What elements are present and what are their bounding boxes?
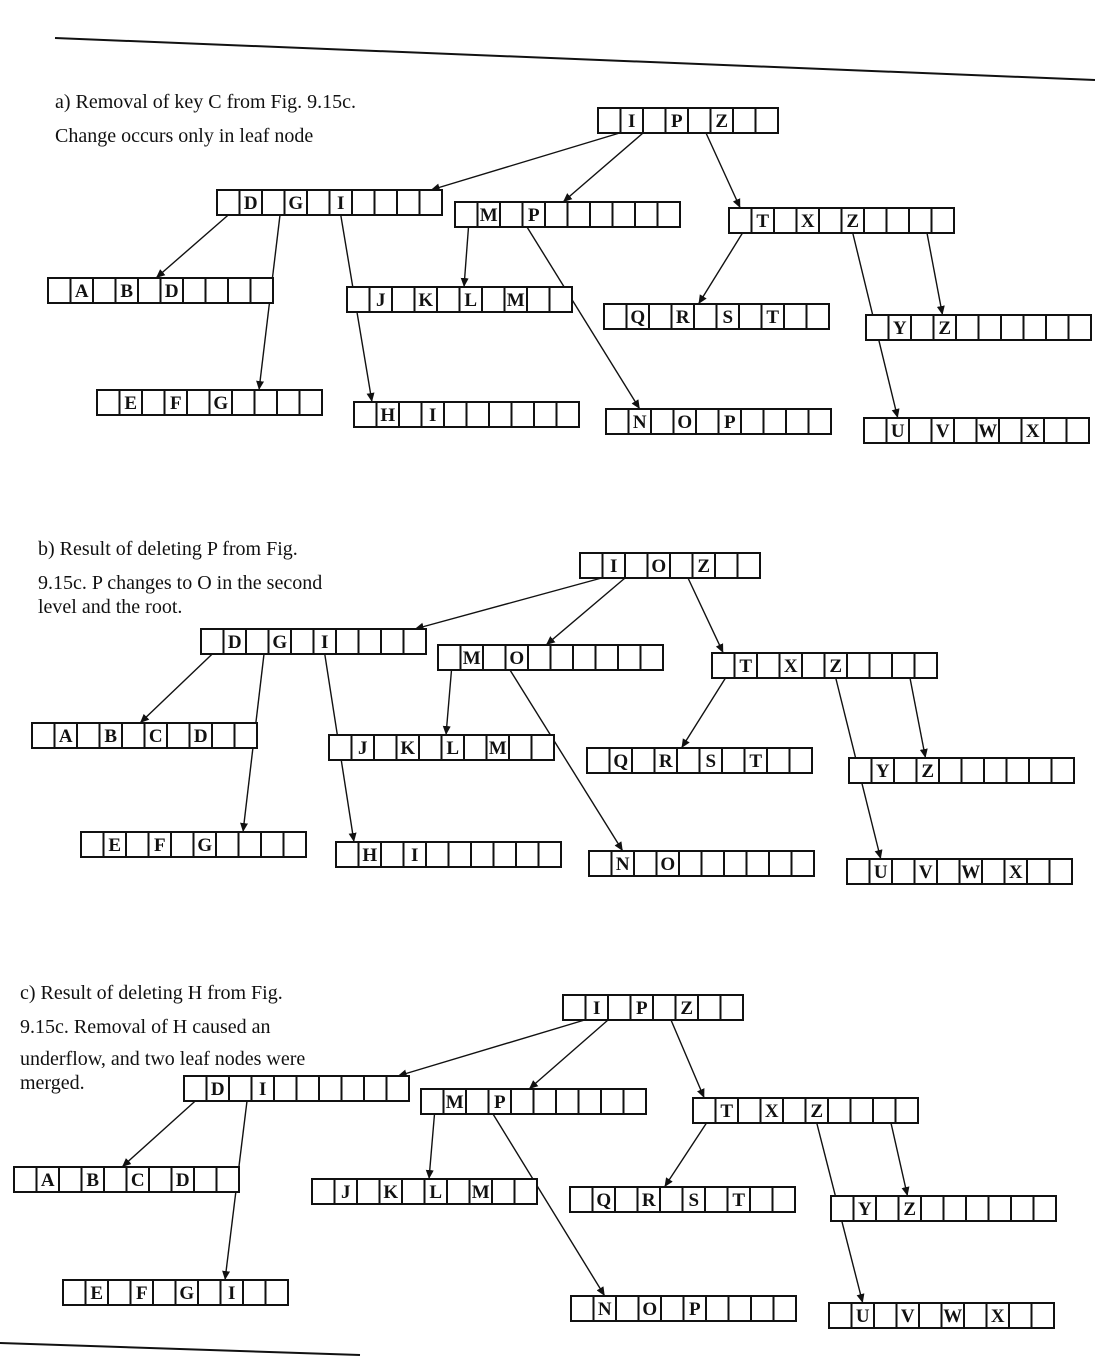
node-key: A (40, 1170, 55, 1191)
node-key: V (918, 862, 933, 883)
tree-node (421, 1089, 646, 1114)
node-key: P (723, 412, 736, 433)
node-key: R (641, 1190, 656, 1211)
node-key: O (642, 1299, 658, 1320)
node-key: C (130, 1170, 145, 1191)
node-key: T (766, 307, 780, 328)
child-pointer-arrow (706, 133, 740, 208)
node-key: Z (680, 998, 694, 1019)
tree-node (866, 315, 1091, 340)
tree-node (354, 402, 579, 427)
node-key: Q (596, 1190, 612, 1211)
tree-node (589, 851, 814, 876)
node-key: Z (846, 211, 860, 232)
top-rule (55, 38, 1095, 80)
node-key: A (58, 726, 73, 747)
tree-node (217, 190, 442, 215)
node-key: W (961, 862, 981, 883)
node-key: X (800, 211, 815, 232)
node-key: V (935, 421, 950, 442)
node-key: U (873, 862, 888, 883)
tree-node (329, 735, 554, 760)
node-key: G (272, 632, 288, 653)
tree-node (48, 278, 273, 303)
node-key: Z (810, 1101, 824, 1122)
node-key: X (990, 1306, 1005, 1327)
node-key: D (227, 632, 242, 653)
node-key: S (705, 751, 717, 772)
node-key: G (179, 1283, 195, 1304)
tree-node (312, 1179, 537, 1204)
tree-node (14, 1167, 239, 1192)
tree-node (693, 1098, 918, 1123)
node-key: S (722, 307, 734, 328)
child-pointer-arrow (464, 227, 469, 287)
tree-node (184, 1076, 409, 1101)
node-key: G (197, 835, 213, 856)
node-key: D (193, 726, 208, 747)
caption-line: c) Result of deleting H from Fig. (20, 982, 283, 1004)
node-key: J (376, 290, 386, 311)
node-key: D (210, 1079, 225, 1100)
child-pointer-arrow (431, 133, 620, 190)
node-key: Q (613, 751, 629, 772)
node-key: F (153, 835, 166, 856)
node-key: O (509, 648, 525, 669)
node-key: O (660, 854, 676, 875)
node-key: L (446, 738, 460, 759)
node-key: M (479, 205, 498, 226)
node-key: I (610, 556, 618, 577)
caption-line: merged. (20, 1072, 85, 1094)
node-key: F (135, 1283, 148, 1304)
node-key: I (411, 845, 419, 866)
caption-line: Change occurs only in leaf node (55, 125, 314, 147)
node-key: P (635, 998, 648, 1019)
node-key: T (756, 211, 770, 232)
node-key: K (418, 290, 434, 311)
node-key: P (527, 205, 540, 226)
tree-node (598, 108, 778, 133)
node-key: O (677, 412, 693, 433)
tree-node (347, 287, 572, 312)
node-key: Y (875, 761, 890, 782)
node-key: Z (697, 556, 711, 577)
node-key: Z (903, 1199, 917, 1220)
node-key: Z (938, 318, 952, 339)
nodes-layer (14, 108, 1091, 1328)
child-pointer-arrow (156, 215, 228, 278)
node-key: T (720, 1101, 734, 1122)
node-key: R (675, 307, 690, 328)
child-pointer-arrow (429, 1114, 435, 1179)
tree-node (606, 409, 831, 434)
tree-node (570, 1187, 795, 1212)
bottom-rule (0, 1343, 360, 1355)
node-key: Z (829, 656, 843, 677)
node-key: M (471, 1182, 490, 1203)
caption-line: underflow, and two leaf nodes were (20, 1048, 306, 1070)
tree-node (81, 832, 306, 857)
tree-node (604, 304, 829, 329)
node-key: I (259, 1079, 267, 1100)
node-key: S (688, 1190, 700, 1211)
node-key: M (445, 1092, 464, 1113)
node-key: G (213, 393, 229, 414)
node-key: M (506, 290, 525, 311)
node-key: U (890, 421, 905, 442)
node-key: T (739, 656, 753, 677)
node-key: D (243, 193, 258, 214)
node-key: P (670, 111, 683, 132)
child-pointer-arrow (910, 678, 926, 758)
node-key: N (632, 412, 647, 433)
tree-node (712, 653, 937, 678)
captions-layer (20, 91, 356, 1094)
child-pointer-arrow (665, 1123, 707, 1187)
caption-line: 9.15c. Removal of H caused an (20, 1016, 271, 1038)
tree-node (847, 859, 1072, 884)
node-key: F (169, 393, 182, 414)
node-key: E (90, 1283, 104, 1304)
node-key: R (658, 751, 673, 772)
tree-node (97, 390, 322, 415)
tree-node (32, 723, 257, 748)
child-pointer-arrow (927, 233, 943, 315)
node-key: T (732, 1190, 746, 1211)
node-key: B (86, 1170, 100, 1191)
node-key: L (429, 1182, 443, 1203)
tree-node (438, 645, 663, 670)
node-key: D (175, 1170, 190, 1191)
node-key: O (651, 556, 667, 577)
node-key: I (228, 1283, 236, 1304)
tree-node (849, 758, 1074, 783)
node-key: B (120, 281, 134, 302)
node-key: Y (857, 1199, 872, 1220)
node-key: L (464, 290, 478, 311)
tree-node (563, 995, 743, 1020)
node-key: H (362, 845, 378, 866)
node-key: I (628, 111, 636, 132)
node-key: D (164, 281, 179, 302)
node-key: J (358, 738, 368, 759)
node-key: I (321, 632, 329, 653)
child-pointer-arrow (671, 1020, 704, 1098)
node-key: B (104, 726, 118, 747)
node-key: U (855, 1306, 870, 1327)
node-key: X (1008, 862, 1023, 883)
child-pointer-arrow (546, 578, 625, 645)
node-key: P (688, 1299, 701, 1320)
node-key: J (341, 1182, 351, 1203)
child-pointer-arrow (563, 133, 643, 202)
node-key: M (462, 648, 481, 669)
caption-line: level and the root. (38, 596, 183, 618)
child-pointer-arrow (140, 654, 212, 723)
tree-node (580, 553, 760, 578)
child-pointer-arrow (398, 1020, 585, 1076)
node-key: H (380, 405, 396, 426)
tree-node (336, 842, 561, 867)
node-key: K (383, 1182, 399, 1203)
node-key: P (493, 1092, 506, 1113)
tree-node (201, 629, 426, 654)
node-key: E (124, 393, 138, 414)
node-key: Z (715, 111, 729, 132)
node-key: E (108, 835, 122, 856)
tree-node (587, 748, 812, 773)
tree-node (864, 418, 1089, 443)
child-pointer-arrow (122, 1101, 195, 1167)
node-key: I (593, 998, 601, 1019)
tree-node (571, 1296, 796, 1321)
child-pointer-arrow (891, 1123, 908, 1196)
caption-line: a) Removal of key C from Fig. 9.15c. (55, 91, 357, 113)
child-pointer-arrow (529, 1020, 608, 1089)
node-key: W (943, 1306, 963, 1327)
child-pointer-arrow (682, 678, 726, 748)
tree-node (455, 202, 680, 227)
tree-node (829, 1303, 1054, 1328)
node-key: N (597, 1299, 612, 1320)
caption-line: 9.15c. P changes to O in the second (38, 572, 323, 594)
tree-node (831, 1196, 1056, 1221)
node-key: X (764, 1101, 779, 1122)
tree-node (729, 208, 954, 233)
child-pointer-arrow (446, 670, 452, 735)
node-key: I (337, 193, 345, 214)
node-key: I (429, 405, 437, 426)
node-key: M (488, 738, 507, 759)
node-key: V (900, 1306, 915, 1327)
node-key: G (288, 193, 304, 214)
node-key: C (148, 726, 163, 747)
node-key: T (749, 751, 763, 772)
node-key: Y (892, 318, 907, 339)
node-key: Z (921, 761, 935, 782)
node-key: W (978, 421, 998, 442)
node-key: X (1025, 421, 1040, 442)
child-pointer-arrow (688, 578, 723, 653)
node-key: K (400, 738, 416, 759)
tree-node (63, 1280, 288, 1305)
node-key: Q (630, 307, 646, 328)
node-key: N (615, 854, 630, 875)
caption-line: b) Result of deleting P from Fig. (38, 538, 298, 560)
child-pointer-arrow (699, 233, 743, 304)
node-key: X (783, 656, 798, 677)
node-key: A (74, 281, 89, 302)
